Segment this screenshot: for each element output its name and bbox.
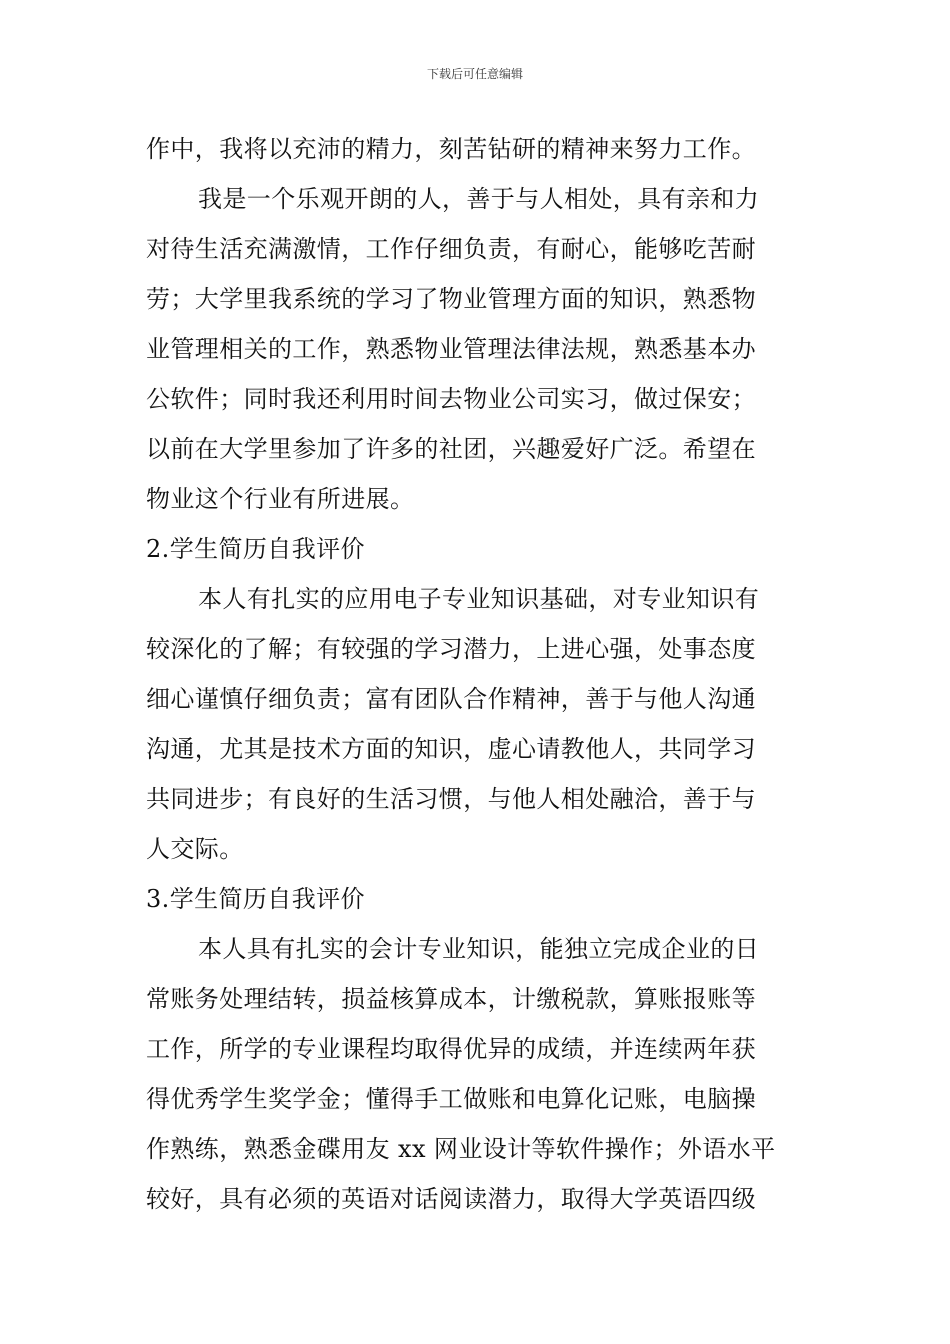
text-line: 沟通，尤其是技术方面的知识，虚心请教他人，共同学习	[146, 735, 756, 763]
text-line: 细心谨慎仔细负责；富有团队合作精神，善于与他人沟通	[146, 685, 756, 713]
text-line: 对待生活充满激情，工作仔细负责，有耐心，能够吃苦耐	[146, 235, 756, 263]
text-line: 作熟练，熟悉金碟用友 xx 网业设计等软件操作；外语水平	[146, 1135, 776, 1163]
text-line: 较好，具有必须的英语对话阅读潜力，取得大学英语四级	[146, 1185, 756, 1213]
paragraph-first-line: 本人有扎实的应用电子专业知识基础，对专业知识有	[198, 585, 760, 613]
text-line: 工作，所学的专业课程均取得优异的成绩，并连续两年获	[146, 1035, 756, 1063]
text-line: 得优秀学生奖学金；懂得手工做账和电算化记账，电脑操	[146, 1085, 756, 1113]
section-heading: 2.学生简历自我评价	[146, 535, 365, 563]
paragraph-first-line: 本人具有扎实的会计专业知识，能独立完成企业的日	[198, 935, 760, 963]
text-line: 以前在大学里参加了许多的社团，兴趣爱好广泛。希望在	[146, 435, 756, 463]
text-line: 共同进步；有良好的生活习惯，与他人相处融洽，善于与	[146, 785, 756, 813]
text-line: 人交际。	[146, 835, 244, 863]
page-header: 下载后可任意编辑	[426, 67, 523, 81]
text-line: 公软件；同时我还利用时间去物业公司实习，做过保安；	[146, 385, 756, 413]
paragraph-first-line: 我是一个乐观开朗的人，善于与人相处，具有亲和力	[198, 185, 760, 213]
text-line: 业管理相关的工作，熟悉物业管理法律法规，熟悉基本办	[146, 335, 756, 363]
text-line: 常账务处理结转，损益核算成本，计缴税款，算账报账等	[146, 985, 756, 1013]
text-line: 较深化的了解；有较强的学习潜力，上进心强，处事态度	[146, 635, 756, 663]
document-body	[146, 124, 806, 1224]
text-line: 物业这个行业有所进展。	[146, 485, 415, 513]
section-heading: 3.学生简历自我评价	[146, 885, 365, 913]
text-line: 作中，我将以充沛的精力，刻苦钻研的精神来努力工作。	[146, 135, 756, 163]
text-line: 劳；大学里我系统的学习了物业管理方面的知识，熟悉物	[146, 285, 756, 313]
